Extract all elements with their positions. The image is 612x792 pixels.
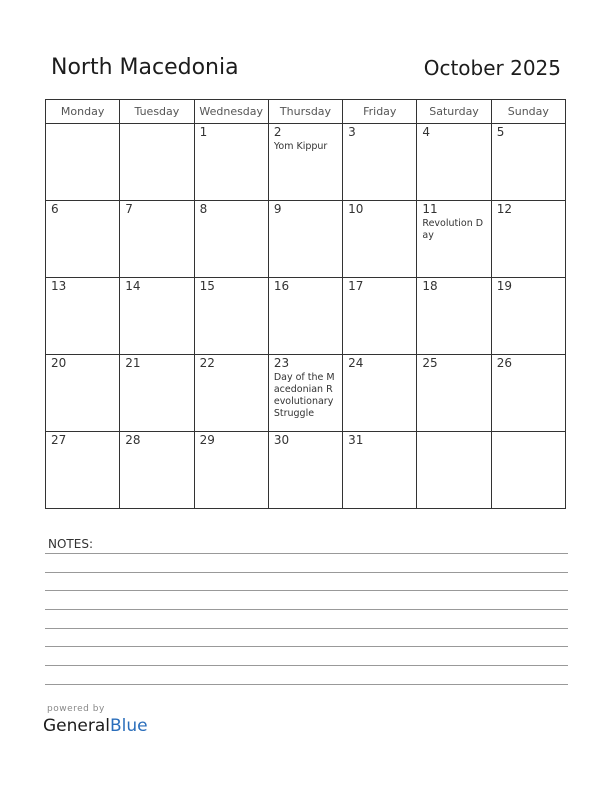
weekday-header: Monday	[46, 100, 120, 124]
day-number: 10	[348, 202, 364, 216]
day-number: 27	[51, 433, 67, 447]
day-number: 11	[422, 202, 438, 216]
calendar-day-cell	[268, 278, 342, 355]
day-number: 9	[273, 202, 282, 216]
notes-label: NOTES:	[48, 537, 93, 551]
calendar-day-cell	[417, 355, 491, 432]
day-number: 23	[273, 356, 290, 370]
calendar-day-cell	[268, 124, 342, 201]
day-number: 20	[51, 356, 67, 370]
weekday-header: Saturday	[417, 100, 491, 124]
day-number: 22	[199, 356, 215, 370]
calendar-week-row	[46, 201, 566, 278]
calendar-day-cell	[417, 432, 491, 509]
day-number: 1	[199, 125, 208, 139]
note-line	[45, 609, 568, 610]
calendar-day-cell	[120, 124, 194, 201]
calendar-day-cell	[120, 355, 194, 432]
day-number: 29	[199, 433, 215, 447]
day-number: 30	[273, 433, 290, 447]
day-number: 2	[273, 125, 282, 139]
note-line	[45, 590, 568, 591]
day-number: 21	[125, 356, 141, 370]
brand-blue: Blue	[110, 716, 148, 736]
day-number: 7	[125, 202, 133, 216]
powered-by-text: powered by	[47, 704, 105, 714]
calendar-day-cell	[46, 124, 120, 201]
calendar-day-cell	[194, 124, 268, 201]
calendar-day-cell	[417, 201, 491, 278]
day-number: 16	[273, 279, 290, 293]
day-number: 18	[422, 279, 438, 293]
day-number: 24	[348, 356, 364, 370]
calendar-day-cell	[46, 355, 120, 432]
note-line	[45, 572, 568, 573]
calendar-day-cell	[194, 278, 268, 355]
calendar-day-cell	[46, 278, 120, 355]
brand-logo	[43, 716, 148, 736]
calendar-day-cell	[343, 278, 417, 355]
note-line	[45, 646, 568, 647]
calendar-day-cell	[194, 432, 268, 509]
holiday-label: Revolution Day	[422, 218, 484, 241]
day-number: 17	[348, 279, 364, 293]
weekday-header-row	[46, 100, 566, 124]
day-number: 3	[348, 125, 356, 139]
day-number: 26	[496, 356, 512, 370]
holiday-label: Yom Kippur	[273, 141, 328, 152]
calendar-day-cell	[491, 355, 565, 432]
day-number: 14	[125, 279, 141, 293]
weekday-header: Thursday	[268, 100, 342, 124]
weekday-header: Friday	[343, 100, 417, 124]
month-title: October 2025	[423, 56, 561, 80]
calendar-day-cell	[417, 278, 491, 355]
holiday-label: Day of the Macedonian Revolutionary Struggle	[273, 372, 335, 419]
calendar-day-cell	[491, 432, 565, 509]
note-line	[45, 684, 568, 685]
calendar-day-cell	[343, 355, 417, 432]
calendar-day-cell	[491, 278, 565, 355]
calendar-day-cell	[343, 124, 417, 201]
day-number: 25	[422, 356, 438, 370]
calendar-day-cell	[120, 201, 194, 278]
day-number: 13	[51, 279, 67, 293]
weekday-header: Wednesday	[194, 100, 268, 124]
calendar-grid	[45, 99, 566, 509]
note-line	[45, 628, 568, 629]
calendar-day-cell	[194, 201, 268, 278]
day-number: 8	[199, 202, 208, 216]
day-number: 19	[496, 279, 512, 293]
day-number: 15	[199, 279, 215, 293]
day-number: 6	[51, 202, 59, 216]
calendar-day-cell	[46, 201, 120, 278]
calendar-day-cell	[268, 355, 342, 432]
calendar-week-row	[46, 124, 566, 201]
weekday-header: Tuesday	[120, 100, 194, 124]
calendar-day-cell	[268, 432, 342, 509]
calendar-day-cell	[268, 201, 342, 278]
brand-general: General	[43, 716, 110, 736]
day-number: 5	[496, 125, 505, 139]
calendar-day-cell	[491, 201, 565, 278]
day-number: 28	[125, 433, 141, 447]
calendar-day-cell	[417, 124, 491, 201]
calendar-day-cell	[120, 432, 194, 509]
day-number: 31	[348, 433, 364, 447]
calendar-day-cell	[46, 432, 120, 509]
calendar-day-cell	[343, 432, 417, 509]
calendar-day-cell	[120, 278, 194, 355]
calendar-week-row	[46, 432, 566, 509]
calendar-week-row	[46, 355, 566, 432]
day-number: 4	[422, 125, 431, 139]
calendar-week-row	[46, 278, 566, 355]
calendar-day-cell	[194, 355, 268, 432]
note-line	[45, 553, 568, 554]
calendar-day-cell	[491, 124, 565, 201]
note-line	[45, 665, 568, 666]
day-number: 12	[496, 202, 512, 216]
country-title: North Macedonia	[51, 55, 239, 80]
weekday-header: Sunday	[491, 100, 565, 124]
calendar-day-cell	[343, 201, 417, 278]
